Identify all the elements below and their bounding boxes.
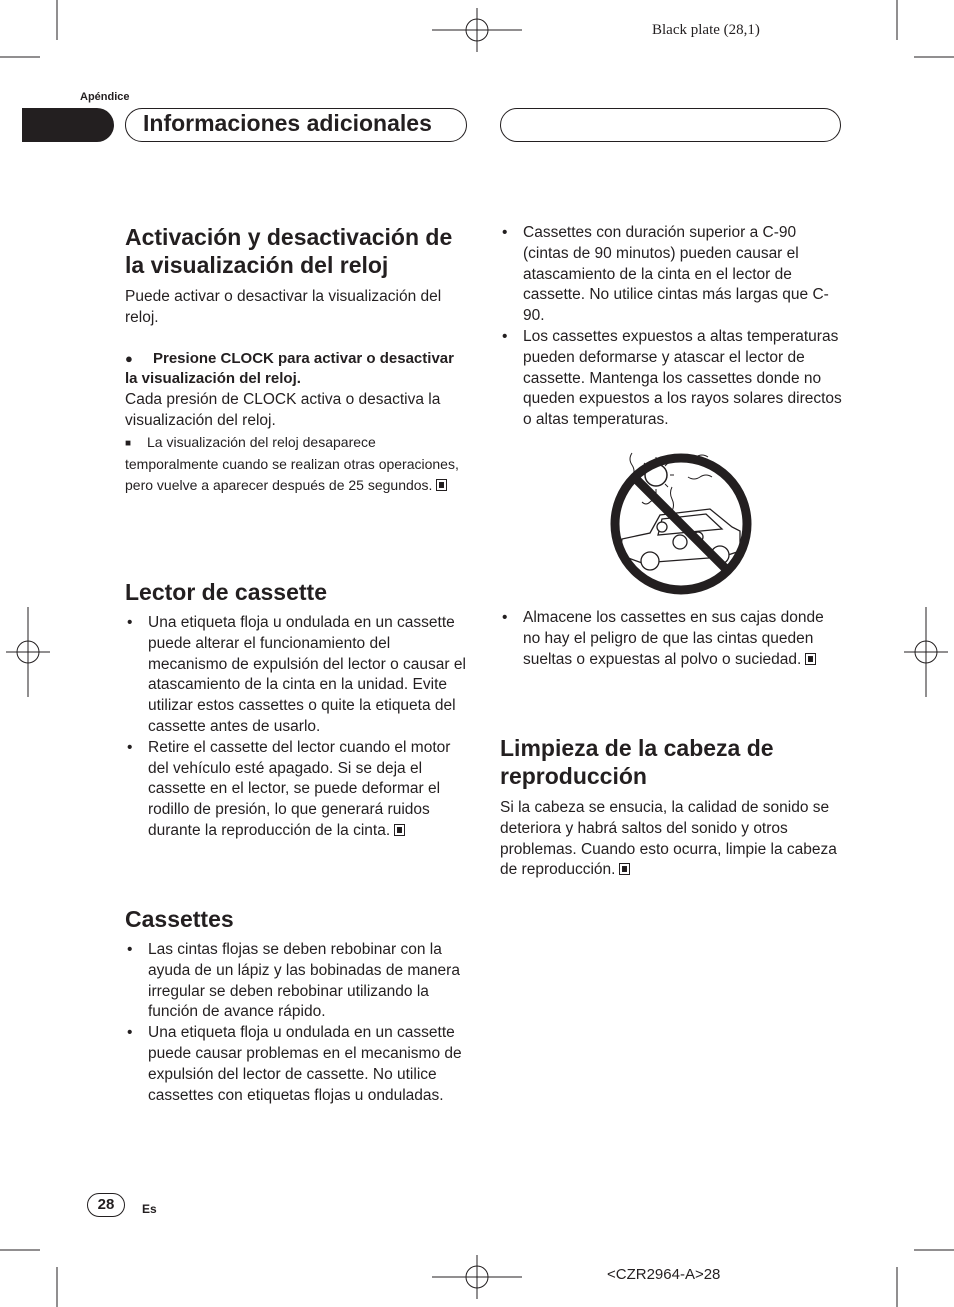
clock-heading: Activación y desactivación de la visualización del reloj	[125, 224, 453, 278]
clock-step	[125, 349, 470, 391]
clock-desc-pre: Cada presión de	[125, 391, 244, 409]
clock-section	[125, 223, 470, 496]
head-cleaning-heading: Limpieza de la cabeza de reproducción	[500, 735, 774, 789]
section-tab	[22, 108, 114, 142]
page-number: 28	[87, 1193, 125, 1217]
language-label: Es	[142, 1202, 157, 1216]
head-cleaning-text: Si la cabeza se ensucia, la calidad de sonido se deteriora y habrá saltos del sonido y otros problemas. Cuando esto ocurra, limpie la cabeza de reproducción.	[500, 799, 837, 879]
list-item: • Cassettes con duración superior a C-90 (cintas de 90 minutos) pueden causar el atascamiento de la cinta en el lector de cassette. No utilice cintas más largas que C-90.	[500, 223, 842, 327]
clock-desc	[125, 390, 470, 432]
clock-key: CLOCK	[243, 391, 297, 409]
clock-note	[125, 432, 470, 496]
page-title: Informaciones adicionales	[143, 110, 432, 136]
clock-intro: Puede activar o desactivar la visualización del reloj.	[125, 288, 442, 326]
empty-title-box	[500, 108, 841, 142]
list-item: • Una etiqueta floja u ondulada en un cassette puede causar problemas en el mecanismo de expulsión del lector de cassette. No utilice cassettes con etiquetas flojas u onduladas.	[125, 1023, 470, 1106]
end-mark-icon	[394, 824, 405, 836]
end-mark-icon	[619, 863, 630, 875]
plate-label: Black plate (28,1)	[652, 22, 760, 38]
cassette-player-section	[125, 578, 470, 842]
list-item: • Una etiqueta floja u ondulada en un cassette puede alterar el funcionamiento del mecanismo de expulsión del lector o causar el atascamiento de la cinta en la unidad. Evite utilizar estos cassettes o quite la etiqueta del cassette antes de usarlo.	[125, 613, 470, 738]
list-item: • Las cintas flojas se deben rebobinar con la ayuda de un lápiz y las bobinadas de manera irregular se deben rebobinar utilizando la función de avance rápido.	[125, 940, 470, 1023]
list-item: • Retire el cassette del lector cuando el motor del vehículo esté apagado. Si se deja el cassette en el lector, se puede deformar el rodillo de presión, lo que generará ruidos durante la reproducción de la cinta.	[125, 738, 470, 842]
cassettes-section	[125, 905, 470, 1106]
cassettes-heading: Cassettes	[125, 906, 234, 932]
no-sun-car-illustration	[602, 447, 760, 597]
clock-note-text: La visualización del reloj desaparece temporalmente cuando se realizan otras operaciones, pero vuelve a aparecer después de 25 segundos.	[125, 433, 459, 493]
document-code: <CZR2964-A>28	[607, 1266, 721, 1283]
head-cleaning-section	[500, 734, 842, 881]
step-bullet: ●	[125, 350, 133, 366]
right-top-list	[500, 223, 842, 431]
end-mark-icon	[436, 479, 447, 491]
clock-step-text: Presione CLOCK para activar o desactivar la visualización del reloj.	[125, 349, 454, 388]
right-bottom-list	[500, 608, 842, 670]
cassette-player-heading: Lector de cassette	[125, 579, 327, 605]
end-mark-icon	[805, 653, 816, 665]
section-label: Apéndice	[80, 91, 130, 103]
note-bullet: ■	[125, 437, 132, 449]
clock-desc-post: activa o desactiva la visualización del reloj.	[125, 391, 441, 429]
list-item: • Almacene los cassettes en sus cajas donde no hay el peligro de que las cintas queden sueltas o expuestas al polvo o suciedad.	[500, 608, 842, 670]
list-item: • Los cassettes expuestos a altas temperaturas pueden deformarse y atascar el lector de cassette. Mantenga los cassettes donde no queden expuestos a los rayos solares directos o altas temperaturas.	[500, 327, 842, 431]
